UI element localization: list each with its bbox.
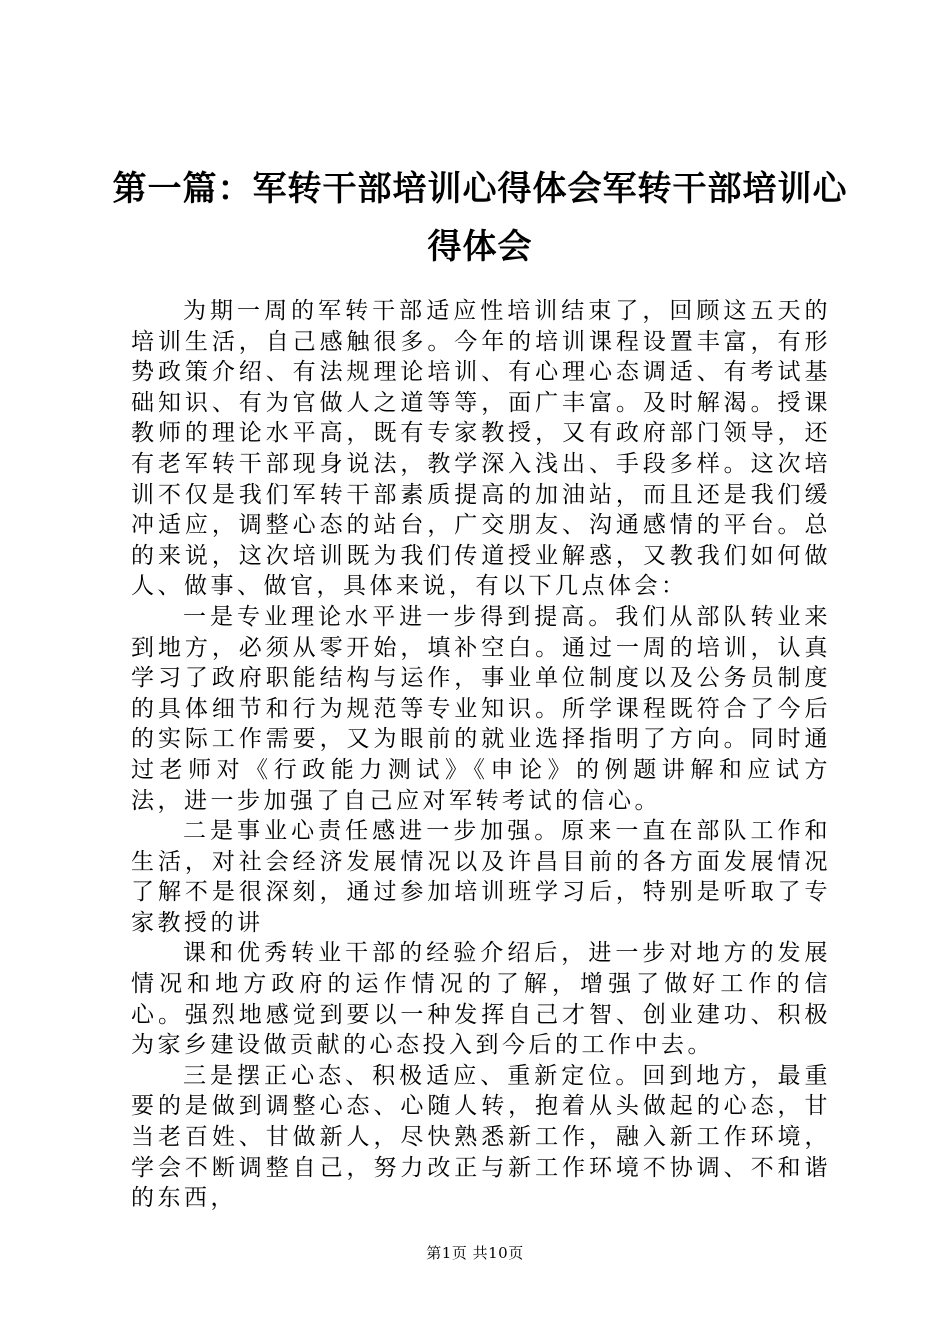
paragraph-point-three: 三是摆正心态、积极适应、重新定位。回到地方，最重要的是做到调整心态、心随人转，抱着从头做起的心态，甘当老百姓、甘做新人，尽快熟悉新工作，融入新工作环境，学会不断调整自己，努力改正与新工作环境不协调、不和谐的东西， [131,1062,831,1212]
paragraph-point-one: 一是专业理论水平进一步得到提高。我们从部队转业来到地方，必须从零开始，填补空白。通过一周的培训，认真学习了政府职能结构与运作，事业单位制度以及公务员制度的具体细节和行为规范等专业知识。所学课程既符合了今后的实际工作需要，又为眼前的就业选择指明了方向。同时通过老师对《行政能力测试》《申论》的例题讲解和应试方法，进一步加强了自己应对军转考试的信心。 [131,603,831,814]
page-number-footer: 第1页 共10页 [426,1244,524,1262]
document-body [131,296,831,1214]
document-title: 第一篇：军转干部培训心得体会军转干部培训心得体会 [112,169,848,267]
paragraph-intro: 为期一周的军转干部适应性培训结束了，回顾这五天的培训生活，自己感触很多。今年的培训课程设置丰富，有形势政策介绍、有法规理论培训、有心理心态调适、有考试基础知识、有为官做人之道等等，面广丰富。及时解渴。授课教师的理论水平高，既有专家教授，又有政府部门领导，还有老军转干部现身说法，教学深入浅出、手段多样。这次培训不仅是我们军转干部素质提高的加油站，而且还是我们缓冲适应，调整心态的站台，广交朋友、沟通感情的平台。总的来说，这次培训既为我们传道授业解惑，又教我们如何做人、做事、做官，具体来说，有以下几点体会： [131,298,831,600]
paragraph-point-two: 二是事业心责任感进一步加强。原来一直在部队工作和生活，对社会经济发展情况以及许昌目前的各方面发展情况了解不是很深刻，通过参加培训班学习后，特别是听取了专家教授的讲 [131,818,831,936]
paragraph-point-two-continued: 课和优秀转业干部的经验介绍后，进一步对地方的发展情况和地方政府的运作情况的了解，增强了做好工作的信心。强烈地感觉到要以一种发挥自己才智、创业建功、积极为家乡建设做贡献的心态投入到今后的工作中去。 [131,940,831,1059]
